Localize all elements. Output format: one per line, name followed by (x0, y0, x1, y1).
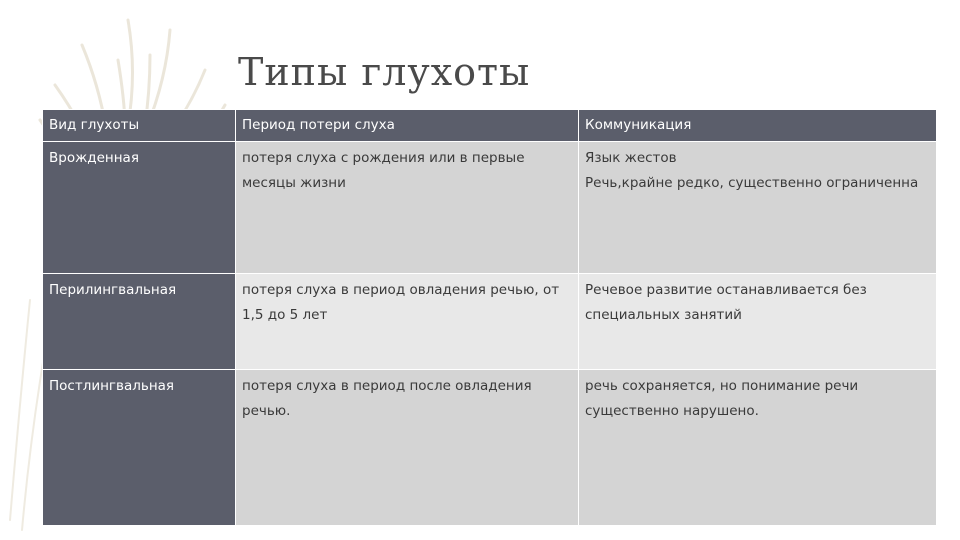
table-header-row (43, 110, 937, 142)
communication-line: Речь,крайне редко, существенно ограниченна (585, 175, 919, 191)
table-row (43, 142, 937, 274)
table-row (43, 370, 937, 526)
communication-line: Язык жестов (585, 150, 677, 166)
row-period-cell: потеря слуха в период овладения речью, от 1,5 до 5 лет (236, 274, 579, 370)
row-period-cell: потеря слуха с рождения или в первые месяцы жизни (236, 142, 579, 274)
row-period-cell: потеря слуха в период после овладения речью. (236, 370, 579, 526)
header-communication: Коммуникация (579, 110, 937, 142)
header-period: Период потери слуха (236, 110, 579, 142)
deafness-types-table (42, 109, 937, 526)
row-communication-cell (579, 370, 937, 526)
row-type-cell: Постлингвальная (43, 370, 236, 526)
row-type-cell: Врожденная (43, 142, 236, 274)
row-communication-cell (579, 274, 937, 370)
slide-title: Типы глухоты (238, 50, 531, 94)
row-type-cell: Перилингвальная (43, 274, 236, 370)
header-type: Вид глухоты (43, 110, 236, 142)
table-row (43, 274, 937, 370)
communication-line: Речевое развитие останавливается без специальных занятий (585, 282, 867, 323)
communication-line: речь сохраняется, но понимание речи существенно нарушено. (585, 378, 859, 419)
row-communication-cell (579, 142, 937, 274)
